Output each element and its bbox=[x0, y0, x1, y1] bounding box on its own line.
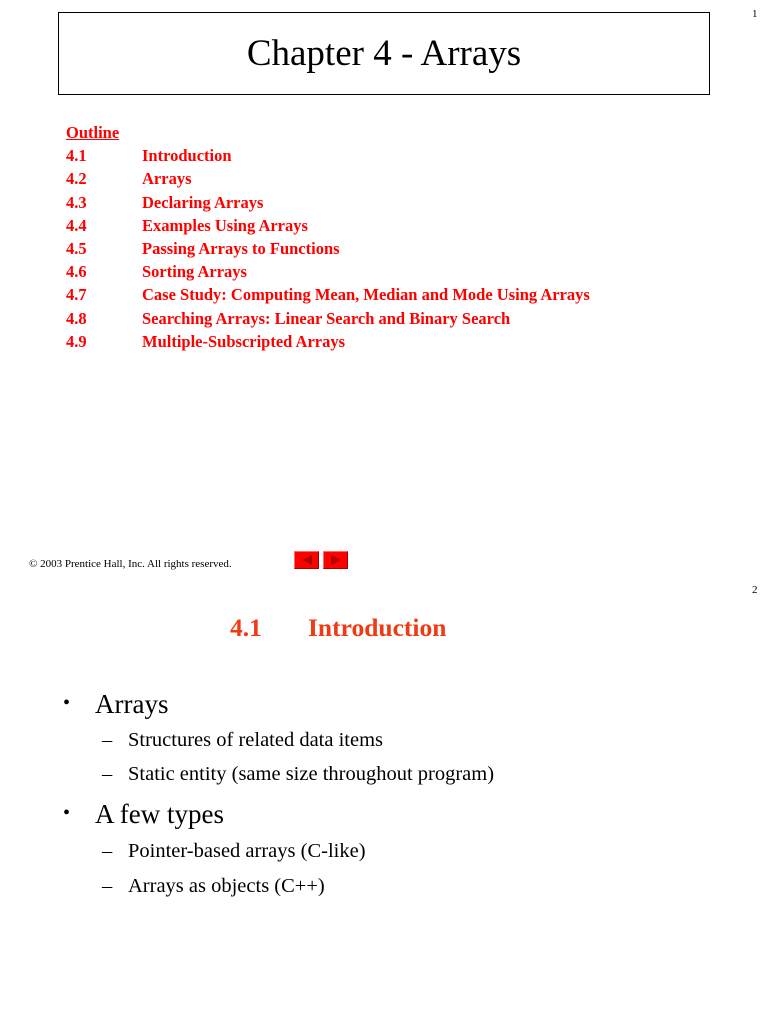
outline-item[interactable] bbox=[66, 144, 590, 167]
outline-item[interactable] bbox=[66, 167, 590, 190]
section-title bbox=[230, 612, 446, 644]
outline-item-label: Declaring Arrays bbox=[142, 192, 264, 212]
bullet-icon: • bbox=[63, 802, 71, 824]
next-slide-button[interactable] bbox=[323, 551, 348, 569]
outline-item[interactable] bbox=[66, 260, 590, 283]
bullet-icon: • bbox=[63, 692, 71, 714]
outline-item-label: Passing Arrays to Functions bbox=[142, 239, 340, 259]
outline-item-number: 4.8 bbox=[66, 308, 87, 328]
previous-slide-button[interactable] bbox=[294, 551, 319, 569]
sub-bullet-text: Static entity (same size throughout program) bbox=[128, 763, 495, 785]
dash-icon: – bbox=[102, 729, 113, 751]
page-number: 1 bbox=[752, 8, 758, 20]
triangle-left-icon bbox=[301, 555, 313, 565]
outline-item-label: Case Study: Computing Mean, Median and Mode Using Arrays bbox=[142, 285, 590, 305]
dash-icon: – bbox=[102, 875, 113, 897]
outline-item[interactable] bbox=[66, 237, 590, 260]
outline-item[interactable] bbox=[66, 307, 590, 330]
sub-bullet-text: Pointer-based arrays (C-like) bbox=[128, 840, 366, 862]
sub-bullet-item bbox=[102, 728, 383, 752]
page-title: Chapter 4 - Arrays bbox=[246, 32, 522, 74]
bullet-item bbox=[63, 798, 224, 829]
outline-item-number: 4.2 bbox=[66, 169, 87, 189]
sub-bullet-item bbox=[102, 874, 325, 898]
outline-item-number: 4.4 bbox=[66, 215, 87, 235]
outline-item-label: Introduction bbox=[142, 146, 232, 166]
outline-item[interactable] bbox=[66, 283, 590, 306]
sub-bullet-text: Structures of related data items bbox=[128, 729, 384, 751]
outline-item-label: Searching Arrays: Linear Search and Binary Search bbox=[142, 308, 511, 328]
outline-item[interactable] bbox=[66, 330, 590, 353]
outline bbox=[66, 121, 590, 353]
section-title-text: Introduction bbox=[308, 613, 447, 642]
outline-item-label: Multiple-Subscripted Arrays bbox=[142, 331, 346, 351]
outline-item[interactable] bbox=[66, 191, 590, 214]
triangle-right-icon bbox=[330, 555, 342, 565]
outline-item-label: Examples Using Arrays bbox=[142, 215, 308, 235]
outline-item[interactable] bbox=[66, 214, 590, 237]
sub-bullet-item bbox=[102, 762, 494, 786]
title-box bbox=[58, 12, 710, 95]
outline-item-label: Sorting Arrays bbox=[142, 262, 247, 282]
bullet-text: A few types bbox=[95, 799, 224, 829]
bullet-item bbox=[63, 688, 168, 719]
dash-icon: – bbox=[102, 763, 113, 785]
outline-item-number: 4.3 bbox=[66, 192, 87, 212]
outline-item-number: 4.6 bbox=[66, 262, 87, 282]
dash-icon: – bbox=[102, 840, 113, 862]
outline-item-number: 4.1 bbox=[66, 146, 87, 166]
bullet-text: Arrays bbox=[95, 689, 169, 719]
outline-item-number: 4.5 bbox=[66, 239, 87, 259]
outline-heading[interactable]: Outline bbox=[66, 123, 120, 142]
copyright-notice: © 2003 Prentice Hall, Inc. All rights reserved. bbox=[29, 558, 232, 570]
outline-item-number: 4.9 bbox=[66, 331, 87, 351]
page-number: 2 bbox=[752, 584, 758, 596]
outline-item-number: 4.7 bbox=[66, 285, 87, 305]
outline-item-label: Arrays bbox=[142, 169, 192, 189]
sub-bullet-item bbox=[102, 839, 366, 863]
sub-bullet-text: Arrays as objects (C++) bbox=[128, 875, 325, 897]
section-number: 4.1 bbox=[230, 613, 262, 642]
slide-nav bbox=[294, 551, 348, 569]
